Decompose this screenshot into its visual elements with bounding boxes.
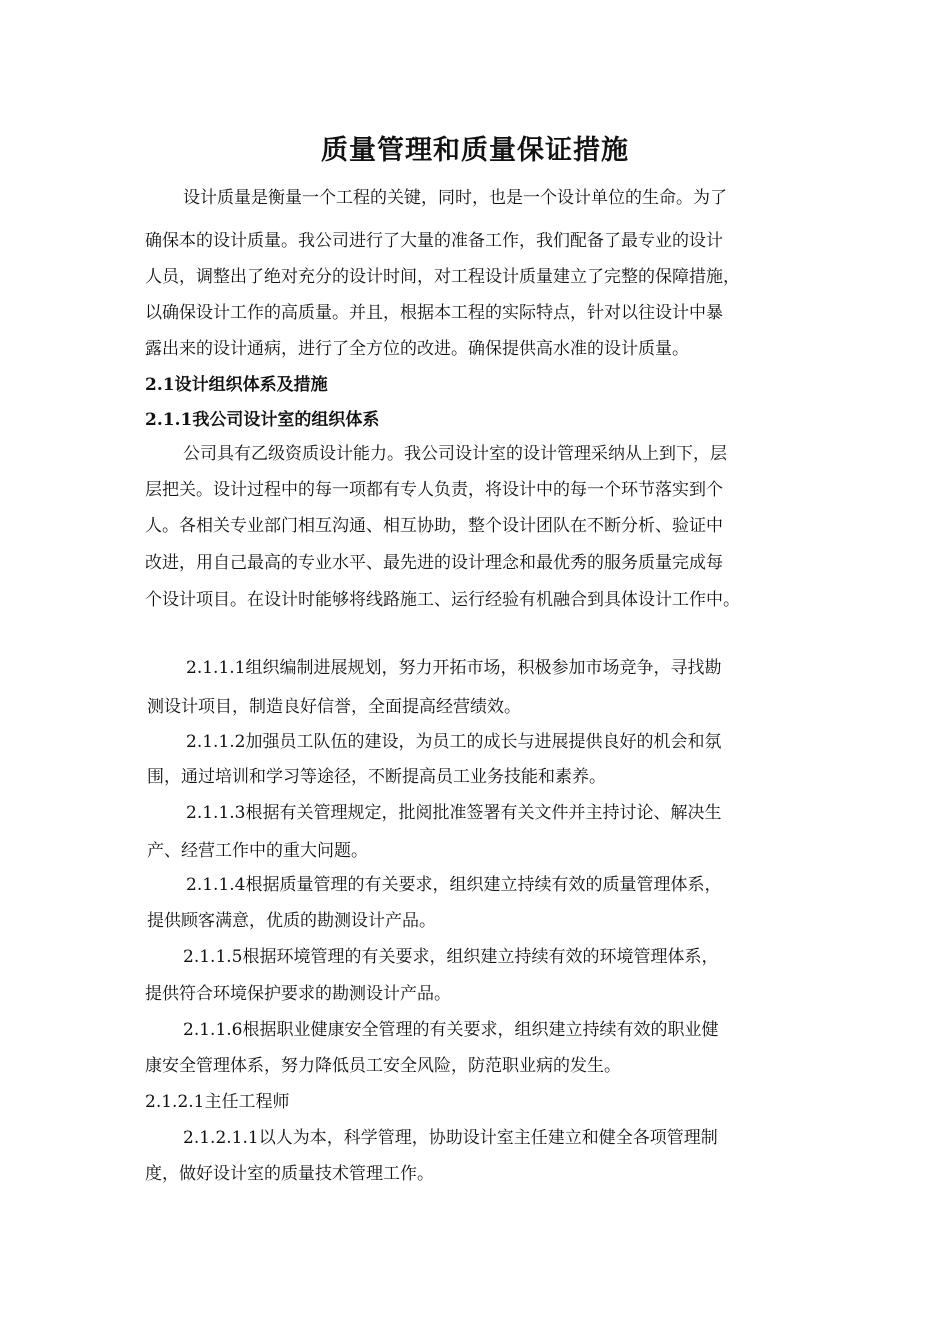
intro-line: 以确保设计工作的高质量。并且，根据本工程的实际特点，针对以往设计中暴 <box>145 303 723 323</box>
item-line: 测设计项目，制造良好信誉，全面提高经营绩效。 <box>147 697 521 717</box>
org-line: 个设计项目。在设计时能够将线路施工、运行经验有机融合到具体设计工作中。 <box>145 590 740 610</box>
intro-line: 露出来的设计通病，进行了全方位的改进。确保提供高水准的设计质量。 <box>145 339 689 359</box>
sub-heading: 2.1.2.1主任工程师 <box>145 1092 290 1112</box>
item-line: 围，通过培训和学习等途径，不断提高员工业务技能和素养。 <box>147 767 606 787</box>
org-line: 改进，用自己最高的专业水平、最先进的设计理念和最优秀的服务质量完成每 <box>145 553 723 573</box>
section-heading: 2.1设计组织体系及措施 <box>145 375 328 395</box>
item-line: 2.1.1.5根据环境管理的有关要求，组织建立持续有效的环境管理体系， <box>183 947 719 967</box>
chief-line: 2.1.2.1.1以人为本，科学管理，协助设计室主任建立和健全各项管理制 <box>183 1128 718 1148</box>
intro-line: 人员，调整出了绝对充分的设计时间，对工程设计质量建立了完整的保障措施， <box>145 267 740 287</box>
item-line: 提供顾客满意，优质的勘测设计产品。 <box>147 911 436 931</box>
page-title: 质量管理和质量保证措施 <box>321 135 629 166</box>
org-line: 人。各相关专业部门相互沟通、相互协助，整个设计团队在不断分析、验证中 <box>145 516 723 536</box>
item-line: 提供符合环境保护要求的勘测设计产品。 <box>145 984 451 1004</box>
item-line: 2.1.1.3根据有关管理规定，批阅批准签署有关文件并主持讨论、解决生 <box>186 803 722 823</box>
item-line: 2.1.1.6根据职业健康安全管理的有关要求，组织建立持续有效的职业健 <box>183 1020 719 1040</box>
item-line: 2.1.1.2加强员工队伍的建设，为员工的成长与进展提供良好的机会和氛 <box>186 732 722 752</box>
chief-line: 度，做好设计室的质量技术管理工作。 <box>145 1164 434 1184</box>
item-line: 2.1.1.4根据质量管理的有关要求，组织建立持续有效的质量管理体系， <box>186 875 722 895</box>
intro-line: 设计质量是衡量一个工程的关键，同时，也是一个设计单位的生命。为了 <box>183 188 727 208</box>
subsection-heading: 2.1.1我公司设计室的组织体系 <box>145 410 380 430</box>
org-line: 层把关。设计过程中的每一项都有专人负责，将设计中的每一个环节落实到个 <box>145 480 723 500</box>
org-line: 公司具有乙级资质设计能力。我公司设计室的设计管理采纳从上到下，层 <box>183 444 727 464</box>
item-line: 康安全管理体系，努力降低员工安全风险，防范职业病的发生。 <box>145 1056 621 1076</box>
item-line: 产、经营工作中的重大问题。 <box>147 841 368 861</box>
intro-line: 确保本的设计质量。我公司进行了大量的准备工作，我们配备了最专业的设计 <box>145 231 723 251</box>
item-line: 2.1.1.1组织编制进展规划，努力开拓市场，积极参加市场竞争，寻找勘 <box>186 658 722 678</box>
